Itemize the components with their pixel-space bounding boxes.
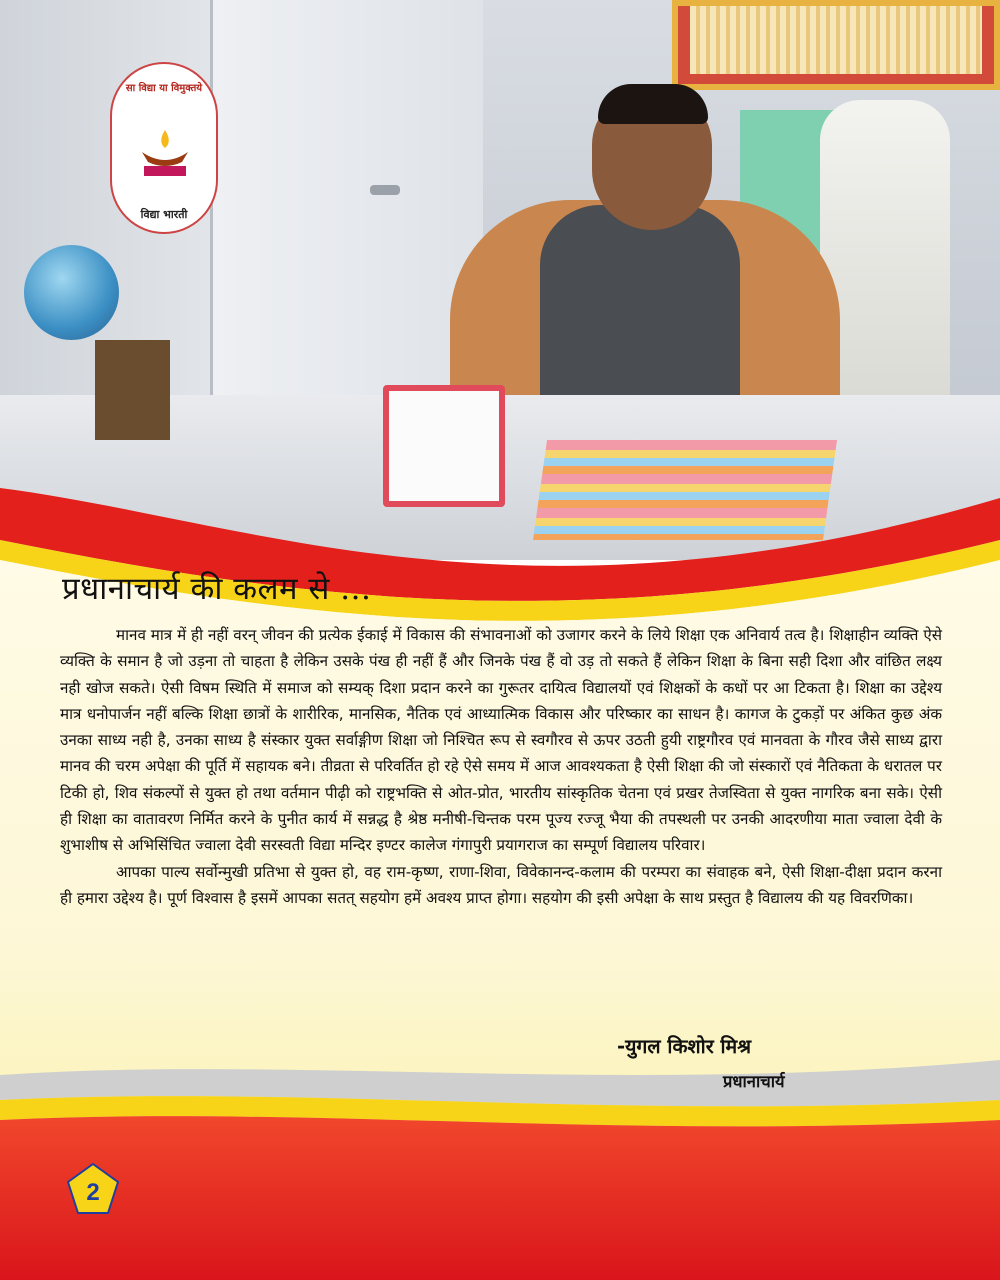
logo-name: विद्या भारती (140, 208, 188, 221)
page-title: प्रधानाचार्य की कलम से ... (62, 571, 372, 607)
signature-designation: प्रधानाचार्य (723, 1072, 785, 1091)
desk-items (95, 340, 170, 440)
page-number-badge (66, 1162, 120, 1216)
notice-board (672, 0, 1000, 90)
lamp-icon (136, 128, 194, 178)
bottom-red-area (0, 1116, 1000, 1280)
logo-motto: सा विद्या या विमुक्तये (125, 83, 203, 94)
page-number: 2 (86, 1179, 100, 1206)
globe (24, 245, 119, 340)
vidya-bharati-logo (110, 62, 218, 234)
door (210, 0, 483, 420)
paragraph-1: मानव मात्र में ही नहीं वरन् जीवन की प्रत्येक ईकाई में विकास की संभावनाओं को उजागर करने के लिये शिक्षा एक अनिवार्य तत्व है। शिक्षाहीन व्यक्ति ऐसे व्यक्ति के समान है जो उड़ना तो चाहता है लेकिन उसके पंख ही नहीं हैं और जिनके पंख हैं वो उड़ तो सकते हैं लेकिन शिक्षा के बिना सही दिशा और वांछित लक्ष्य नही खोज सकते। ऐसी विषम स्थिति में समाज को सम्यक् दिशा प्रदान करने का गुरूतर दायित्व विद्यालयों एवं शिक्षकों के कधों पर आ टिकता है। शिक्षा का उद्देश्य मात्र धनोपार्जन नहीं बल्कि शिक्षा छात्रों के शारीरिक, मानसिक, नैतिक एवं आध्यात्मिक विकास और परिष्कार का साधन है। कागज के टुकड़ों पर अंकित कुछ अंक उनका साध्य नही है, उनका साध्य है संस्कार युक्त सर्वाङ्गीण शिक्षा जो निश्चित रूप से स्वगौरव से ऊपर उठती हुयी राष्ट्रगौरव एवं मानवता के गौरव जैसे साध्य द्वारा मानव की चरम अपेक्षा की पूर्ति में सहायक बने। तीव्रता से परिवर्तित हो रहे ऐसे समय में आज आवश्यकता है ऐसी शिक्षा की जो संस्कारों एवं नैतिकता के धरातल पर टिकी हो, शिव संकल्पों से युक्त हो तथा वर्तमान पीढ़ी को राष्ट्रभक्ति से ओत-प्रोत, भारतीय सांस्कृतिक चेतना एवं प्रखर तेजस्विता से युक्त नागरिक बना सके। ऐसी ही शिक्षा का वातावरण निर्मित करने के पुनीत कार्य में सन्नद्ध है श्रेष्ठ मनीषी-चिन्तक परम पूज्य रज्जू भैया की तपस्थली पर उनकी आदरणीया माता ज्वाला देवी के शुभाशीष से अभिसिंचित ज्वाला देवी सरस्वती विद्या मन्दिर इण्टर कालेज गंगापुरी प्रयागराज का सम्पूर्ण विद्यालय परिवार। (60, 626, 942, 855)
person-hair (598, 84, 708, 124)
signature-name: -युगल किशोर मिश्र (617, 1035, 752, 1058)
message-body (60, 622, 942, 911)
paragraph-2: आपका पाल्य सर्वोन्मुखी प्रतिभा से युक्त हो, वह राम-कृष्ण, राणा-शिवा, विवेकानन्द-कलाम की परम्परा का संवाहक बने, ऐसी शिक्षा-दीक्षा प्रदान करना ही हमारा उद्देश्य है। पूर्ण विश्वास है इसमें आपका सतत् सहयोग हमें अवश्य प्राप्त होगा। सहयोग की इसी अपेक्षा के साथ प्रस्तुत है विद्यालय की यह विवरणिका। (60, 862, 942, 907)
door-handle (370, 185, 400, 195)
